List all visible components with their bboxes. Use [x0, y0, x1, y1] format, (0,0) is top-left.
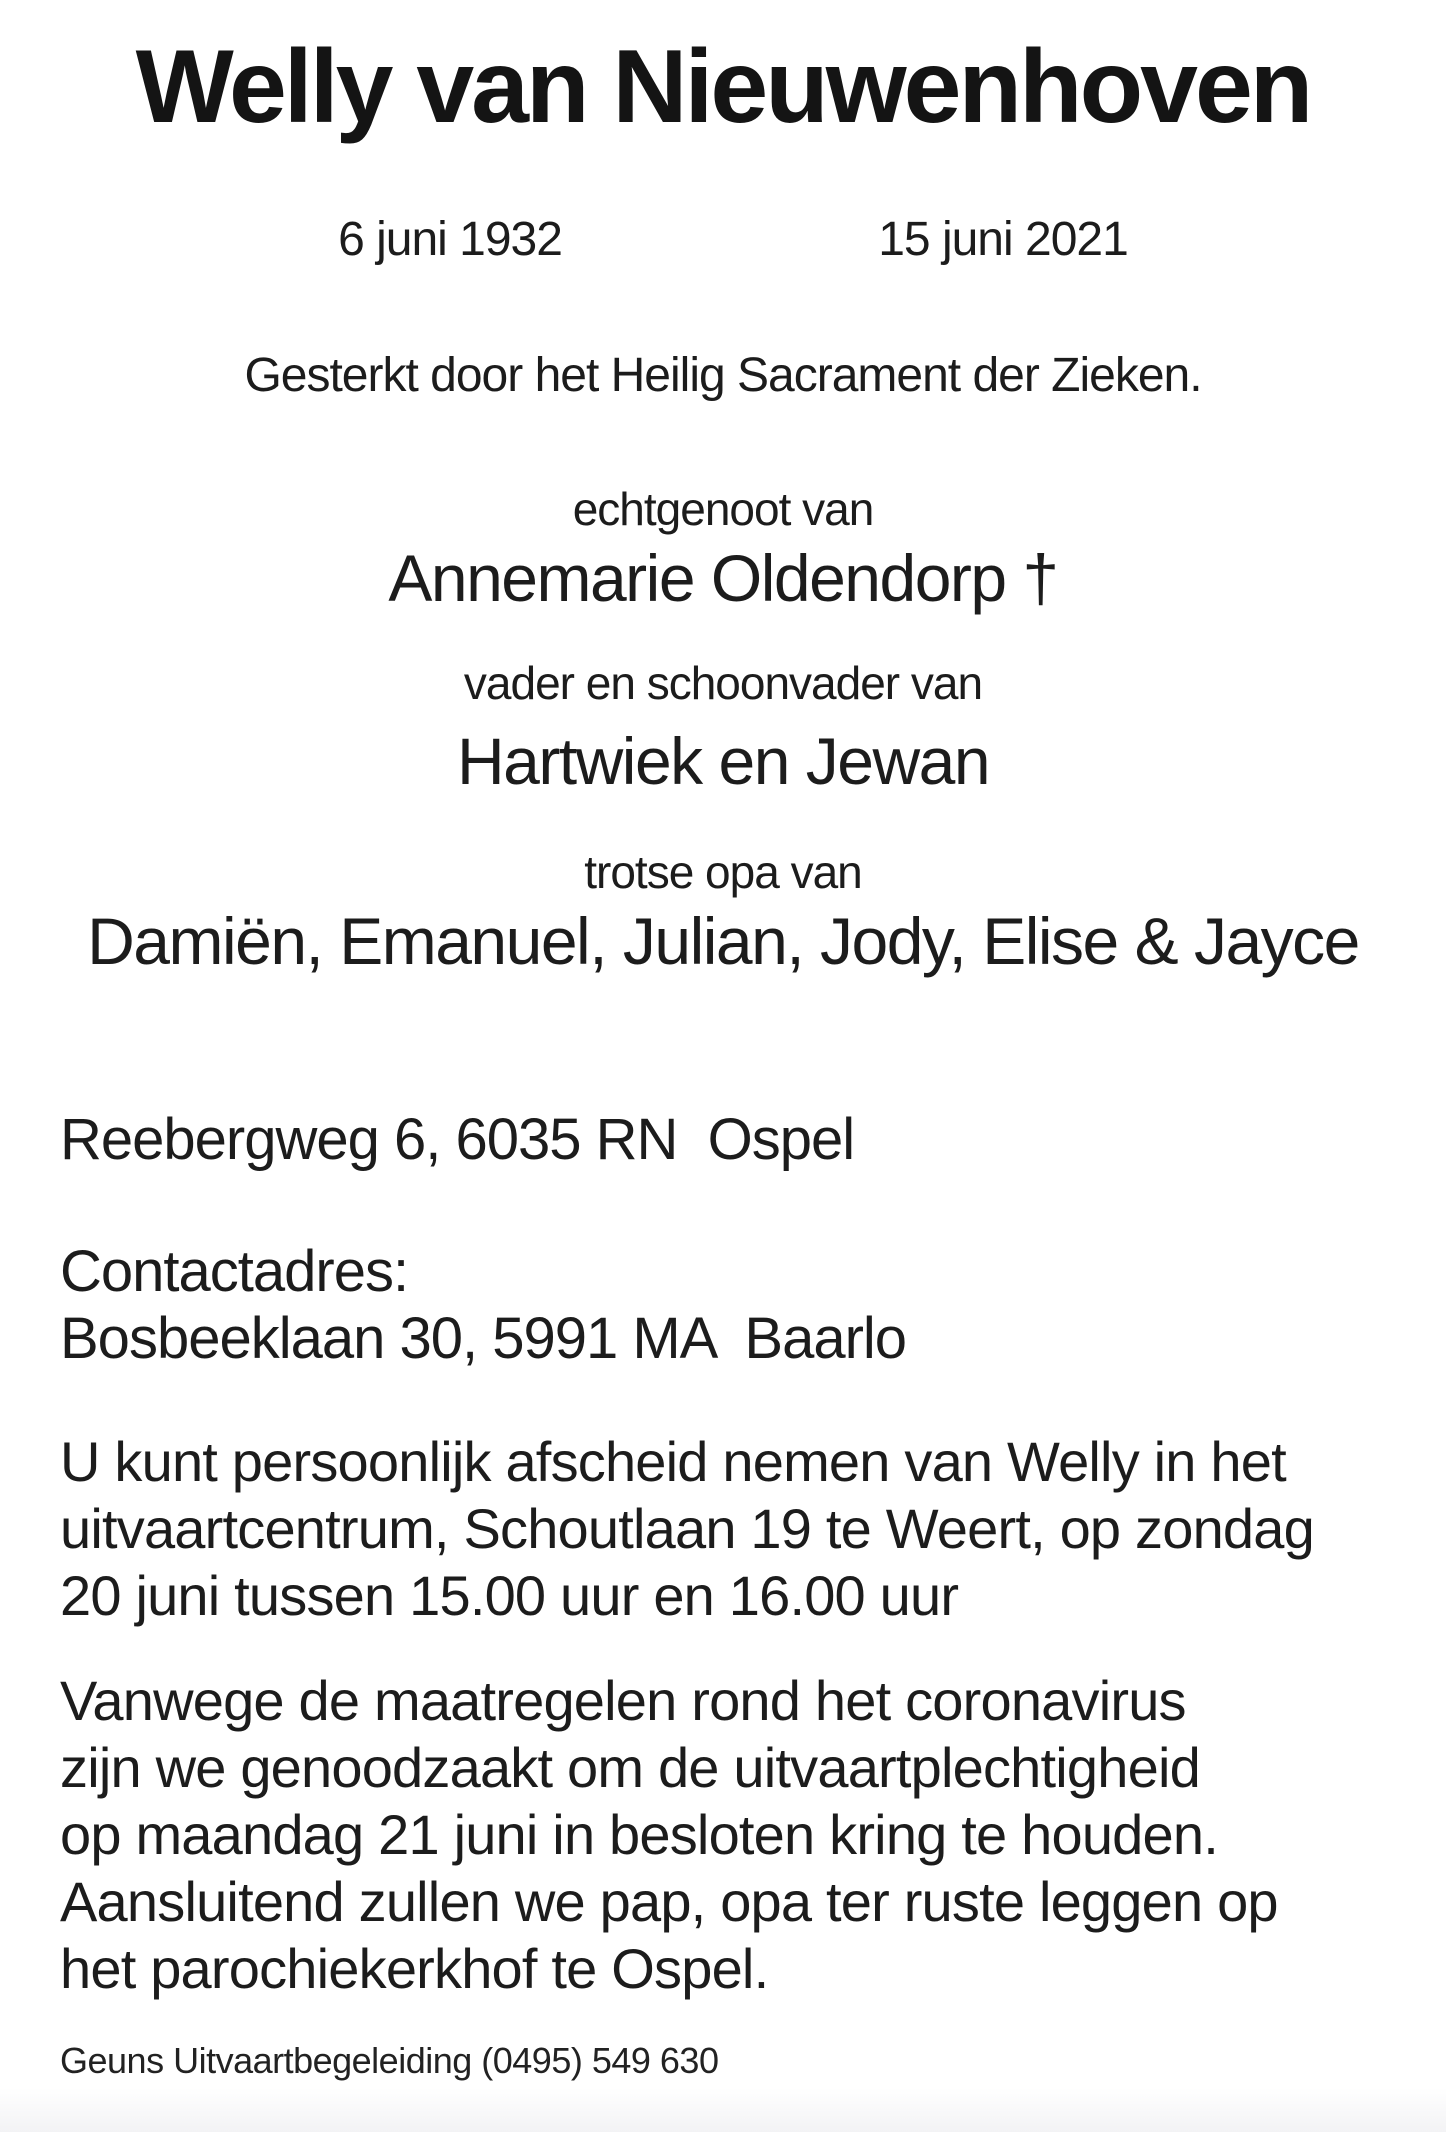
contact-address: Bosbeeklaan 30, 5991 MA Baarlo [60, 1306, 907, 1371]
page-title: Welly van Nieuwenhoven [135, 29, 1311, 145]
grandchildren-names: Damiën, Emanuel, Julian, Jody, Elise & Jayce [87, 904, 1359, 978]
sacrament-line: Gesterkt door het Heilig Sacrament der Zieken. [244, 349, 1202, 402]
spouse-name: Annemarie Oldendorp † [388, 541, 1058, 615]
birth-date: 6 juni 1932 [338, 213, 562, 266]
funeral-line-4: Aansluitend zullen we pap, opa ter ruste leggen op [60, 1870, 1278, 1933]
funeral-line-5: het parochiekerkhof te Ospel. [60, 1937, 769, 2000]
funeral-line-3: op maandag 21 juni in besloten kring te houden. [60, 1803, 1218, 1866]
grandchildren-relation-label: trotse opa van [584, 846, 862, 898]
visitation-line-3: 20 juni tussen 15.00 uur en 16.00 uur [60, 1564, 959, 1627]
contact-address-label: Contactadres: [60, 1239, 409, 1304]
funeral-line-2: zijn we genoodzaakt om de uitvaartplechtigheid [60, 1736, 1200, 1799]
visitation-line-2: uitvaartcentrum, Schoutlaan 19 te Weert, op zondag [60, 1497, 1314, 1560]
home-address: Reebergweg 6, 6035 RN Ospel [60, 1107, 855, 1172]
death-date: 15 juni 2021 [878, 213, 1128, 266]
children-names: Hartwiek en Jewan [456, 724, 990, 798]
bottom-shadow-band [0, 2088, 1446, 2132]
undertaker-credit: Geuns Uitvaartbegeleiding (0495) 549 630 [60, 2040, 719, 2081]
funeral-paragraph [60, 1667, 1406, 2002]
visitation-paragraph [60, 1428, 1406, 1629]
children-relation-label: vader en schoonvader van [463, 657, 983, 709]
spouse-relation-label: echtgenoot van [572, 483, 874, 535]
funeral-line-1: Vanwege de maatregelen rond het coronavirus [60, 1669, 1186, 1732]
visitation-line-1: U kunt persoonlijk afscheid nemen van Welly in het [60, 1430, 1286, 1493]
